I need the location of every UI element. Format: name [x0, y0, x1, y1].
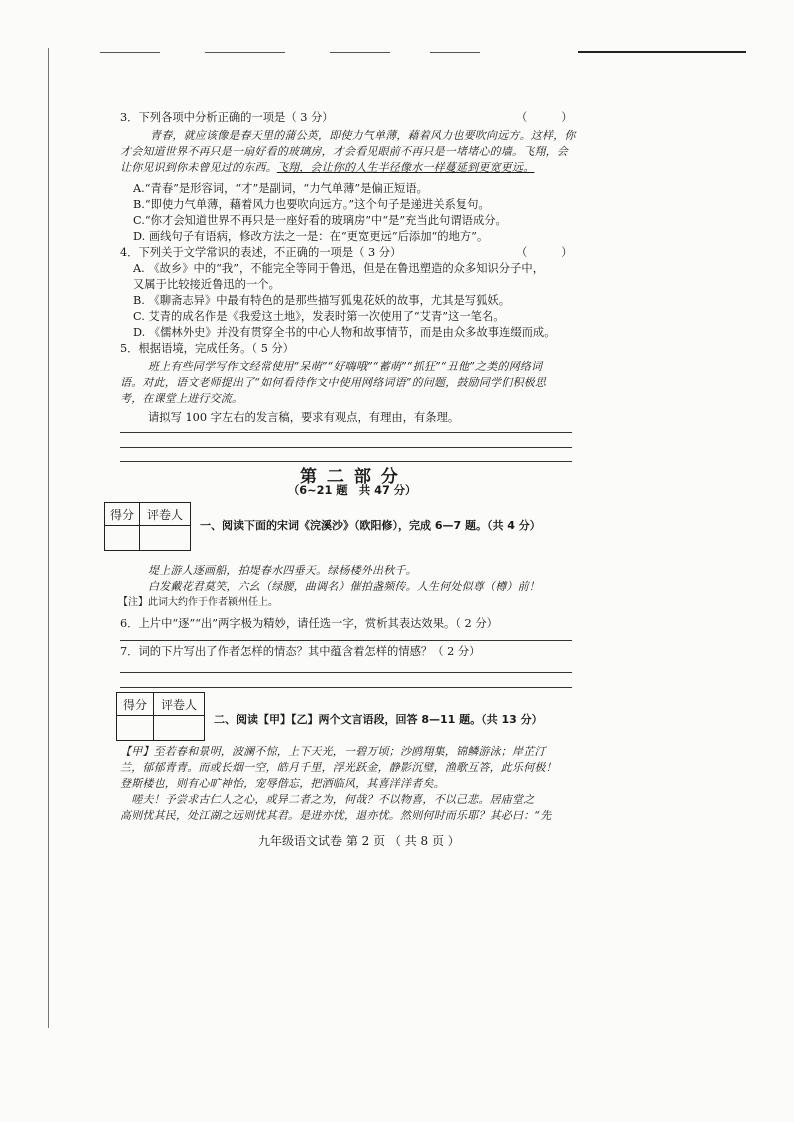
- section1-heading: 一、阅读下面的宋词《浣溪沙》（欧阳修），完成 6—7 题。（共 4 分）: [200, 519, 541, 532]
- q3-stem: 3．下列各项中分析正确的一项是（ 3 分）: [120, 111, 334, 124]
- passage-line: 登斯楼也，则有心旷神怡，宠辱偕忘，把酒临风，其喜洋洋者矣。: [120, 777, 445, 790]
- q4-answer-paren: （ ）: [516, 246, 573, 259]
- q5-passage-line: 语。对此，语文老师提出了“如何看待作文中使用网络词语”的问题，鼓励同学们积极思: [120, 376, 547, 389]
- grade-box-grader-label: 评卷人: [140, 503, 191, 526]
- section2-heading: 二、阅读【甲】【乙】两个文言语段，回答 8—11 题。（共 13 分）: [214, 713, 543, 726]
- q4-option-b: B. 《聊斋志异》中最有特色的是那些描写狐鬼花妖的故事，尤其是写狐妖。: [133, 294, 510, 307]
- q5-passage-line: 考，在课堂上进行交流。: [120, 392, 244, 405]
- q3-option-c: C.“你才会知道世界不再只是一座好看的玻璃房”中“是”充当此句谓语成分。: [133, 214, 507, 227]
- passage-line: 高则忧其民，处江湖之远则忧其君。是进亦忧，退亦忧。然则何时而乐耶？其必曰：“先: [120, 809, 552, 822]
- passage-line: 嗟夫！予尝求古仁人之心，或异二者之为，何哉？不以物喜，不以己悲。居庙堂之: [120, 793, 535, 806]
- poem-line: 堤上游人逐画船，拍堤春水四垂天。绿杨楼外出秋千。: [148, 564, 417, 577]
- q3-underlined-sentence: 飞翔，会让你的人生半径像水一样蔓延到更宽更远。: [276, 161, 535, 174]
- grade-box-grader-cell[interactable]: [140, 526, 191, 551]
- q3-option-b: B.“即使力气单薄，藉着风力也要吹向远方。”这个句子是递进关系复句。: [133, 198, 490, 211]
- passage-line: 兰，郁郁青青。而或长烟一空，皓月千里，浮光跃金，静影沉璧，渔歌互答，此乐何极！: [120, 761, 557, 774]
- answer-line[interactable]: [120, 687, 572, 688]
- grade-box-score-cell[interactable]: [105, 526, 140, 551]
- q5-stem: 5．根据语境，完成任务。（ 5 分）: [120, 342, 295, 355]
- part2-subtitle: （6~21 题 共 47 分）: [288, 484, 417, 497]
- poem-line: 白发戴花君莫笑，六幺（绿腰，曲调名）催拍盏频传。人生何处似尊（樽）前！: [148, 580, 540, 593]
- grade-box-score-cell[interactable]: [117, 716, 154, 741]
- q4-stem: 4．下列关于文学常识的表述，不正确的一项是（ 3 分）: [120, 246, 402, 259]
- page-footer: 九年级语文试卷 第 2 页 （ 共 8 页 ）: [258, 834, 460, 848]
- q4-option-d: D. 《儒林外史》并没有贯穿全书的中心人物和故事情节，而是由众多故事连缀而成。: [133, 326, 556, 339]
- q3-passage-line: 青春，就应该像是春天里的蒲公英，即使力气单薄，藉着风力也要吹向远方。这样，你: [150, 129, 576, 142]
- part2-title: 第 二 部 分: [300, 467, 400, 487]
- scan-top-dash: [330, 52, 390, 53]
- grade-box-score-label: 得分: [105, 503, 140, 526]
- answer-line[interactable]: [120, 447, 572, 448]
- q3-option-a: A.“青春”是形容词，“才”是副词，“力气单薄”是偏正短语。: [133, 182, 428, 195]
- grade-box-grader-cell[interactable]: [154, 716, 205, 741]
- scan-edge-line: [48, 48, 49, 1028]
- q3-answer-paren: （ ）: [516, 111, 573, 124]
- grade-box-grader-label: 评卷人: [154, 693, 205, 716]
- scan-top-dash: [100, 52, 160, 53]
- answer-line[interactable]: [120, 640, 572, 641]
- q5-passage-line: 班上有些同学写作文经常使用“呆萌”“好嗨哦”“蓄萌”“抓狂”“丑他”之类的网络词: [148, 360, 543, 373]
- q3-option-d: D. 画线句子有语病，修改方法之一是：在“更宽更远”后添加“的地方”。: [133, 230, 489, 243]
- grade-box-1: [104, 502, 191, 551]
- scan-top-dash: [430, 52, 480, 53]
- poem-note: 【注】此词大约作于作者颍州任上。: [118, 597, 278, 608]
- passage-line: 【甲】至若春和景明，波澜不惊，上下天光，一碧万顷；沙鸥翔集，锦鳞游泳；岸芷汀: [120, 745, 546, 758]
- q7-stem: 7．词的下片写出了作者怎样的情态？其中蕴含着怎样的情感？（ 2 分）: [120, 645, 481, 658]
- q3-passage-text: 让你见识到你未曾见过的东西。: [120, 161, 277, 174]
- grade-box-2: [116, 692, 205, 741]
- answer-line[interactable]: [120, 672, 572, 673]
- q3-passage-line: 才会知道世界不再只是一扇好看的玻璃房，才会看见眼前不再只是一堵堵心的墙。飞翔，会: [120, 145, 568, 158]
- q6-stem: 6．上片中“逐”“出”两字极为精妙，请任选一字，赏析其表达效果。（ 2 分）: [120, 617, 498, 630]
- q4-option-c: C. 艾青的成名作是《我爱这土地》，发表时第一次使用了“艾青”这一笔名。: [133, 310, 505, 323]
- scan-top-dash: [205, 52, 285, 53]
- q5-task: 请拟写 100 字左右的发言稿，要求有观点，有理由，有条理。: [148, 411, 460, 424]
- q4-option-a-cont: 又属于比较接近鲁迅的一个。: [133, 278, 280, 291]
- q3-passage-line: [120, 160, 534, 176]
- q4-option-a: A. 《故乡》中的“我”，不能完全等同于鲁迅，但是在鲁迅塑造的众多知识分子中，: [133, 262, 544, 275]
- answer-line[interactable]: [120, 432, 572, 433]
- grade-box-score-label: 得分: [117, 693, 154, 716]
- scan-top-line: [578, 51, 746, 53]
